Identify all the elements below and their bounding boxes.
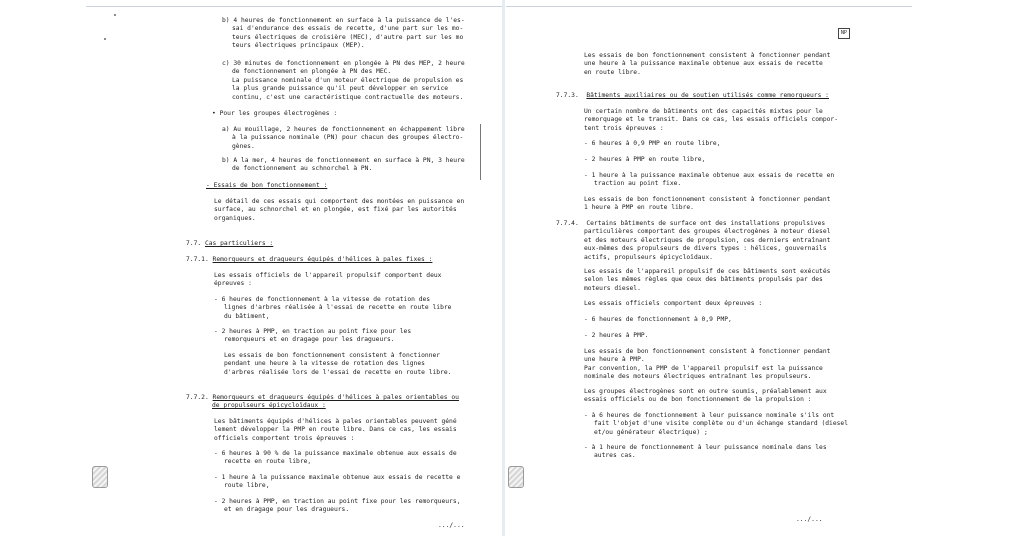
section-title: de propulseurs épicycloïdaux : [212,402,326,410]
text-line: recette en route libre, [224,458,312,466]
text-line: et des moteurs électriques de propulsion, ces derniers entraînant [584,236,831,244]
section-7-7-2-item-2 [214,474,460,491]
groups-item-b [222,157,465,174]
item-c-paragraph [222,60,465,102]
text-line: 1 heure à PMP en route libre. [584,204,694,212]
section-title: Remorqueurs et dragueurs équipés d'hélices à pales fixes : [212,256,433,263]
text-line: Par convention, la PMP de l'appareil propulsif est la puissance [584,364,823,372]
section-7-7-4-paragraph-1 [556,220,830,262]
section-number: 7.7.3. [556,92,579,99]
item-b-paragraph [222,17,465,51]
text-line: Les groupes électrogènes sont en outre soumis, préalablement aux [584,388,827,395]
binder-hole-mark [508,466,524,488]
section-7-7-2-intro [214,418,457,443]
text-line: fait l'objet d'une visite complète ou d'un échange standard (diesel [594,420,849,428]
continued-marker: .../... [796,516,823,523]
text-line: remorquage et le transit. Dans ce cas, les essais officiels compor- [584,116,839,124]
text-line: particulières comportant des groupes électrogènes à moteur diesel [584,228,831,236]
text-line: une heure à PMP. [584,356,645,364]
text-line: en route libre. [584,68,641,76]
text-line: lignes d'arbres réalisée à l'essai de recette en route libre [224,304,452,312]
text-line: teurs électriques de croisière (MEC), d'autre part sur les mo [232,33,464,41]
text-line: la plus grande puissance qu'il peut développer en service [232,85,449,93]
section-7-7-4-paragraph-3: Les essais officiels comportent deux épreuves : [584,300,763,307]
section-number: 7.7.2. [186,394,209,401]
page-divider [502,0,505,536]
section-7-7-4-item-4 [584,444,827,461]
text-line: organiques. [214,214,256,222]
text-line: et/ou générateur électrique) ; [594,428,708,436]
section-7-7-4-item-3 [584,412,848,437]
text-line: Les essais de bon fonctionnement consistent à fonctionner pendant [584,348,831,355]
text-line: eux-mêmes des propulseurs de divers types : hélices, gouvernails [584,245,827,253]
text-line: Les essais officiels de l'appareil propulsif comportent deux [214,272,442,279]
text-line: remorqueurs et en dragage pour les dragueurs. [224,336,395,344]
section-7-7-2-heading [186,394,459,411]
bon-heading: - Essais de bon fonctionnement : [206,182,328,189]
text-line: lement développer la PMP en route libre. Dans ce cas, les essais [214,426,457,434]
section-7-7-1-item-1 [214,296,451,321]
text-line: route libre, [224,482,270,490]
section-title: Remorqueurs et dragueurs équipés d'hélices à pales orientables ou [212,394,459,401]
bon-paragraph [214,198,464,223]
text-line: - 2 heures à PMP, en traction au point fixe pour les remorqueurs, [214,498,461,505]
groups-heading: • Pour les groupes électrogènes : [212,110,338,117]
text-line: officiels comportent trois épreuves : [214,434,355,442]
text-line: Certains bâtiments de surface ont des installations propulsives [586,220,826,227]
text-line: une heure à la puissance maximale obtenue aux essais de recette [584,60,823,68]
text-line: b) 4 heures de fonctionnement en surface à la puissance de l'es- [222,17,465,24]
text-line: sai d'endurance des essais de recette, d'une part sur les mo- [232,25,464,33]
section-title: Cas particuliers : [204,240,274,247]
section-7-7-3-item-3 [584,172,834,189]
section-7-7-3-heading [556,92,829,100]
text-line: pendant une heure à la vitesse de rotation des lignes [224,360,425,368]
text-line: épreuves : [214,280,252,288]
section-number: 7.7.1. [186,256,209,263]
text-line: - 6 heures à 90 % de la puissance maximale obtenue aux essais de [214,450,457,457]
section-7-7-3-item-1: - 6 heures à 0,9 PMP en route libre, [584,140,721,147]
text-line: de fonctionnement en plongée à PN des MEC. [232,68,392,76]
section-7-7-4-item-1: - 6 heures de fonctionnement à 0,9 PMP, [584,316,732,323]
text-line: Les essais de bon fonctionnement consistent à fonctionner pendant [584,196,831,203]
page-top-border [506,6,912,7]
section-7-7-3-intro [584,108,838,133]
text-line: surface, au schnorchel et en plongée, est fixé par les autorités [214,206,457,214]
text-line: selon les mêmes règles que ceux des bâtiments propulsés par des [584,276,823,284]
text-line: Un certain nombre de bâtiments ont des capacités mixtes pour le [584,108,823,115]
binder-hole-mark [92,466,108,488]
text-line: tent trois épreuves : [584,124,664,132]
section-7-7-4-paragraph-5 [584,388,827,405]
section-7-7-1-intro [214,272,441,289]
section-7-7-1-bon [224,352,451,377]
text-line: - 1 heure à la puissance maximale obtenue aux essais de recette en [584,172,835,179]
document-page-left [86,0,502,536]
text-line: teurs électriques principaux (MEP). [232,42,365,50]
section-7-7-2-item-3 [214,498,460,515]
text-line: - 6 heures de fonctionnement à la vitesse de rotation des [214,296,431,303]
continued-marker: .../... [438,522,465,529]
scan-speck [114,14,116,16]
text-line: - 1 heure à la puissance maximale obtenue aux essais de recette e [214,474,461,481]
text-line: - à 1 heure de fonctionnement à leur puissance nominale dans les [584,444,827,451]
text-line: essais officiels ou de bon fonctionnement de la propulsion : [584,396,812,404]
text-line: de fonctionnement au schnorchel à PN. [232,165,373,173]
text-line: Le détail de ces essais qui comportent des montées en puissance en [214,198,465,205]
groups-item-a [222,126,465,151]
section-7-7-1-heading [186,256,432,264]
document-page-right [506,0,912,536]
text-line: à la puissance nominale (PN) pour chacun des groupes électro- [232,134,464,142]
section-title: Bâtiments auxiliaires ou de soutien utilisés comme remorqueurs : [586,92,829,99]
section-7-7-2-item-1 [214,450,457,467]
margin-rule [480,124,481,180]
text-line: - 2 heures à PMP, en traction au point fixe pour les [214,328,412,335]
text-line: nominale des moteurs électriques entraînant les propulseurs. [584,373,812,381]
section-7-7-3-item-2: - 2 heures à PMP en route libre, [584,156,706,163]
text-line: c) 30 minutes de fonctionnement en plongée à PN des MEP, 2 heure [222,60,465,67]
section-7-7-3-bon [584,196,830,213]
text-line: continu, c'est une caractéristique contractuelle des moteurs. [232,93,464,101]
text-line: b) A la mer, 4 heures de fonctionnement en surface à PN, 3 heure [222,157,465,164]
section-number: 7.7.4. [556,220,579,227]
text-line: d'arbres réalisée lors de l'essai de recette en route libre. [224,368,452,376]
scan-speck [104,38,106,40]
text-line: Les essais de bon fonctionnement consistent à fonctionner pendant [584,52,831,59]
text-line: et en dragage pour les dragueurs. [224,506,350,514]
section-7-7-1-item-2 [214,328,411,345]
text-line: Les essais de l'appareil propulsif de ces bâtiments sont exécutés [584,268,831,275]
section-7-7-4-item-2: - 2 heures à PMP. [584,332,649,339]
section-7-7-heading [186,240,273,248]
text-line: Les bâtiments équipés d'hélices à pales orientables peuvent géné [214,418,457,425]
top-paragraph [584,52,830,77]
text-line: gènes. [232,142,255,150]
text-line: actifs, propulseurs épicycloïdaux. [584,253,713,261]
text-line: La puissance nominale d'un moteur électrique de propulsion es [232,76,464,84]
text-line: autres cas. [594,452,636,460]
section-7-7-4-paragraph-4 [584,348,830,382]
page-top-border [86,6,502,7]
section-number: 7.7. [186,240,202,247]
text-line: - à 6 heures de fonctionnement à leur puissance nominale s'ils ont [584,412,835,419]
text-line: traction au point fixe. [594,180,682,188]
section-7-7-4-paragraph-2 [584,268,830,293]
corner-stamp: NP [838,28,850,39]
text-line: a) Au mouillage, 2 heures de fonctionnement en échappement libre [222,126,465,133]
text-line: moteurs diesel. [584,284,641,292]
text-line: Les essais de bon fonctionnement consistent à fonctionner [224,352,441,359]
text-line: du bâtiment, [224,312,270,320]
